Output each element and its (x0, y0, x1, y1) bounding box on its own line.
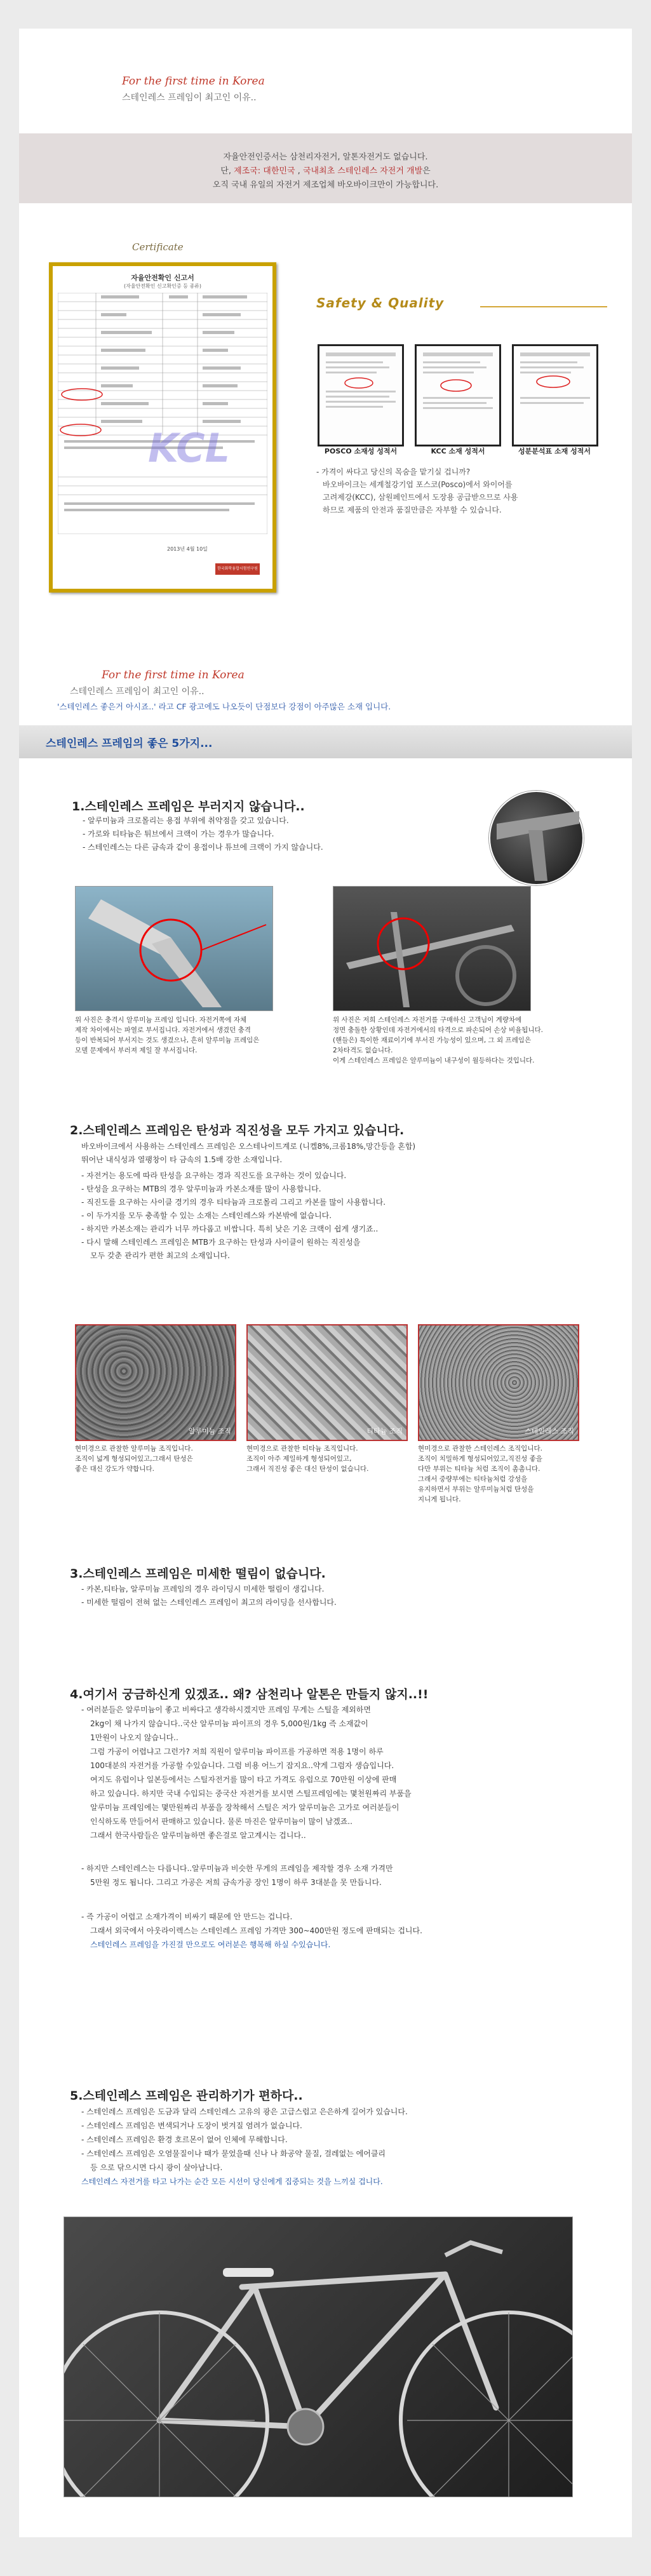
p2-item: - 자전거는 용도에 따라 탄성을 요구하는 경과 직진도를 요구하는 것이 있습니다. (81, 1171, 347, 1180)
p3-item: - 카본,티타늄, 알루미늄 프레임의 경우 라이딩시 미세한 떨림이 생깁니다. (81, 1585, 325, 1593)
kcc-cert-image (415, 344, 501, 446)
analysis-cert-image (512, 344, 598, 446)
p2-item: - 이 두가지를 모두 충족할 수 있는 소재는 스테인레스와 카본밖에 없습니다. (81, 1211, 332, 1220)
p1-caption-right: 위 사진은 저희 스테인레스 자전거를 구매하신 고객님이 계량차에 정면 충돌한 상황인데 자전거에서의 타격으로 파손되어 손상 비율됩니다. (핸들은) 특이한 재료이기에 부서진 가능성이 있으며, 그 외 프레임은 2차타격도 없습니다. 이게 스테인레스 프레임은 알루미늄이 내구성이 월등하다는 것입니다. (333, 1016, 543, 1064)
cert-stamp: 한국화학융합시험연구원 (215, 563, 260, 575)
certificate-document (49, 262, 276, 593)
p5-blue-line: 스테인레스 자전거를 타고 나가는 순간 모든 시선이 당신에게 집중되는 것을 느끼실 겁니다. (81, 2177, 383, 2186)
cert-date: 2013년 4월 10일 (167, 546, 208, 552)
p2-item: - 직진도를 요구하는 사이클 경기의 경우 티타늄과 크로몰리 그리고 카본를 많이 사용합니다. (81, 1198, 386, 1207)
p5-item: - 스테인레스 프레임은 환경 호르몬이 없어 인체에 무해합니다. (81, 2135, 288, 2144)
certificate-label: Certificate (132, 241, 184, 253)
p2-item: 모두 갖춘 관리가 편한 최고의 소재입니다. (90, 1251, 230, 1260)
p3-list (81, 1583, 337, 1609)
kcc-cert-sheet (417, 346, 499, 445)
p1-caption-left: 위 사진은 충격시 알루미늄 프레임 입니다. 자전거쪽에 자체 제작 차이에서는 파열로 부서집니다. 자전거에서 생겼던 충격 등이 반복되어 부서지는 것도 생겼으나, 흔히 알루미늄 프레임은 모델 문제에서 부러져 제일 잘 부서집니다. (75, 1016, 260, 1054)
p2-item: - 하지만 카본소재는 관리가 너무 까다롭고 비쌉니다. 특히 낮은 기온 크랙이 쉽게 생기죠.. (81, 1224, 379, 1233)
posco-cert-label: POSCO 소재성 성적서 (324, 447, 398, 455)
p4-heading: 4.여기서 궁금하신게 있겠죠.. 왜? 삼천리나 알톤은 만들지 않지..!! (70, 1687, 429, 1701)
posco-cert-image (318, 344, 404, 446)
page (19, 29, 632, 2537)
weld-closeup-tubes (490, 792, 582, 884)
titanium-microstructure-label: 티타늄 조직 (366, 1427, 403, 1435)
aluminum-microstructure-label: 알루미늄 조직 (188, 1427, 231, 1435)
bicycle-drawing (64, 2217, 572, 2497)
kcc-cert-label: KCC 소재 성적서 (431, 447, 485, 455)
cert-doc-sub: (자율안전확인 신고확인증 등 종류) (123, 283, 202, 289)
stainless-frame-drawing (333, 887, 530, 1010)
p2-item: - 탄성을 요구하는 MTB의 경우 알루미늄과 카본소재를 많이 사용합니다. (81, 1184, 321, 1193)
p2-list (81, 1169, 386, 1263)
section-bar-title: 스테인레스 프레임의 좋은 5가지... (46, 737, 213, 750)
aluminum-microstructure-desc: 현미경으로 관찰한 알루미늄 조직입니다. 조직이 넓게 형성되어있고,그래서 탄성은 좋은 대신 강도가 약합니다. (75, 1445, 193, 1473)
p3-heading: 3.스테인레스 프레임은 미세한 떨림이 없습니다. (70, 1567, 326, 1581)
safety-underline (480, 306, 607, 307)
intro-subtitle: 스테인레스 프레임이 최고인 이유.. (122, 93, 257, 103)
stainless-microstructure-desc: 현미경으로 관찰한 스테인레스 조직입니다. 조직이 치밀하게 형성되어있고,직진성 좋을 다만 부위는 티타늄 처럼 조직이 촘촘니다. 그래서 중량부에는 티타늄처럼 강성을 유지하면서 부위는 알루미늄처럼 탄성을 지니게 됩니다. (418, 1445, 542, 1503)
weld-closeup-image (489, 791, 584, 885)
safety-text: - 가격이 싸다고 당신의 목숨을 맡기실 겁니까? 바오바이크는 세계철강기업 포스코(Posco)에서 와이어를 고려제강(KCC), 삼원페인트에서 도장용 공급받으므로 사용 하므로 제품의 안전과 품질만큼은 자부할 수 있습니다. (316, 467, 518, 514)
intro2-desc: '스테인레스 좋은거 아시죠..' 라고 CF 광고에도 나오듯이 단점보다 강점이 아주많은 소재 입니다. (57, 702, 391, 711)
stainless-microstructure-image (418, 1324, 579, 1441)
intro2-subtitle: 스테인레스 프레임이 최고인 이유.. (70, 687, 205, 697)
intro-title: For the first time in Korea (122, 75, 265, 88)
band-line-3: 오직 국내 유일의 자전거 제조업체 바오바이크만이 가능합니다. (212, 180, 439, 190)
p4-para1: - 여러분들은 알루미늄이 좋고 비싸다고 생각하시겠지만 프레임 무게는 스틸을 제외하면 2kg이 채 나가지 않습니다..국산 알루미늄 파이프의 경우 5,000원/1kg 즉 소재값이 1만원이 나오지 않습니다.. 그럼 가공이 어렵냐고 그런가? 저희 직원이 알루미늄 파이프를 가공하면 적용 1명이 하루 100대분의 자전거를 가공할 수있습니다. 그럼 비용 어느기 잡지요..약게 그럼자 생습입니다. 여지도 유럽이나 일본등에서는 스틸자전거를 많이 타고 가격도 유럽으로 70만원 이상에 판매 하고 있습니다. 하지만 국내 수입되는 중국산 자전거를 보시면 스틸프레임에는 몇천원짜리 부품을 알루미늄 프레임에는 몇만원짜리 부품을 장착해서 스틸은 저가 알루미늄은 고가로 여러분들이 인식하도록 만들어서 판매하고 있습니다. 물론 마진은 알루미늄이 많이 남겠죠.. 그래서 한국사람들은 알루미늄하면 좋은걸로 알고계시는 겁니다.. (81, 1705, 412, 1840)
cert-watermark: KCL (148, 425, 231, 471)
p5-heading: 5.스테인레스 프레임은 관리하기가 편하다.. (70, 2089, 303, 2103)
p1-item: - 가로와 티타늄은 튀브에서 크랙이 가는 경우가 많습니다. (83, 829, 274, 838)
p4-para3: - 즉 가공이 어렵고 소재가격이 비싸기 때문에 안 만드는 겁니다. 그래서 외국에서 아웃라이렉스는 스테인레스 프레임 가격만 300~400만원 정도에 판매되는 겁니다. 스테인레스 프레임을 가진걸 만으로도 여러분은 행복해 하실 수있습니다. (81, 1912, 422, 1949)
p5-item: - 스테인레스 프레임은 도금과 달리 스테인레스 고유의 광은 고급스럽고 은은하게 길어가 있습니다. (81, 2107, 408, 2116)
p4-para2: - 하지만 스테인레스는 다릅니다..알루미늄과 비슷한 무게의 프레임을 제작할 경우 소재 가격만 5만원 정도 됩니다. 그리고 가공은 저희 금속가공 장인 1명이 하루 3대분을 못 만듭니다. (81, 1864, 393, 1887)
p1-list (83, 814, 323, 854)
p2-item: - 다시 말해 스테인레스 프레임은 MTB가 요구하는 탄성과 사이클이 원하는 직진성을 (81, 1238, 361, 1247)
p2-heading: 2.스테인레스 프레임은 탄성과 직진성을 모두 가지고 있습니다. (70, 1124, 405, 1137)
stainless-bicycle-photo (64, 2217, 573, 2497)
section-bar (19, 725, 632, 758)
posco-cert-sheet (319, 346, 402, 445)
p1-item: - 알루미늄과 크로몰리는 용접 부위에 취약점을 갖고 있습니다. (83, 816, 289, 825)
cert-form-table (58, 293, 267, 534)
p3-item: - 미세한 떨림이 전혀 없는 스테인레스 프레임이 최고의 라이딩을 선사합니다. (81, 1598, 337, 1607)
cert-doc-title: 자율안전확인 신고서 (131, 274, 194, 282)
band-line-2: 단, 제조국: 대한민국 , 국내최초 스테인레스 자전거 개발은 (220, 166, 431, 176)
band-line-1: 자율안전인증서는 삼천리자전거, 알톤자전거도 없습니다. (223, 152, 428, 162)
p2-intro: 바오바이크에서 사용하는 스테인레스 프레임은 오스테나이트계로 (니켈8%,크롬18%,망간등을 혼합) 뛰어난 내식성과 열팽창이 타 금속의 1.5배 강한 소재입니다. (81, 1142, 416, 1164)
p5-item: - 스테인레스 프레임은 변색되거나 도장이 벗겨질 염려가 없습니다. (81, 2121, 302, 2130)
titanium-microstructure-desc: 현미경으로 관찰한 티타늄 조직입니다. 조직이 아주 제일하게 형성되어있고, 그래서 직진성 좋은 대신 탄성이 없습니다. (246, 1445, 369, 1473)
aluminum-broken-frame-photo (75, 886, 273, 1011)
p1-item: - 스테인레스는 다른 금속과 같이 용접이나 튜브에 크랙이 가지 않습니다. (83, 843, 323, 852)
safety-title: Safety & Quality (316, 295, 445, 311)
stainless-crashed-frame-photo (333, 886, 531, 1011)
intro2-title: For the first time in Korea (102, 669, 245, 681)
analysis-cert-label: 성분분석표 소재 성적서 (518, 447, 591, 455)
analysis-cert-sheet (514, 346, 596, 445)
stainless-microstructure-label: 스테인레스 조직 (525, 1427, 574, 1435)
aluminum-microstructure-image (75, 1324, 236, 1441)
intro-band (19, 133, 632, 203)
titanium-microstructure-image (246, 1324, 408, 1441)
p1-heading: 1.스테인레스 프레임은 부러지지 않습니다.. (72, 800, 305, 814)
aluminum-frame-drawing (76, 887, 272, 1010)
p5-item: 등 으로 닦으시면 다시 광이 살아납니다. (90, 2163, 223, 2172)
p5-list (81, 2105, 408, 2189)
p5-item: - 스테인레스 프레임은 오염물질이나 때가 묻었을때 신나 나 화공약 물질, 걸레없는 에어클리 (81, 2149, 386, 2158)
